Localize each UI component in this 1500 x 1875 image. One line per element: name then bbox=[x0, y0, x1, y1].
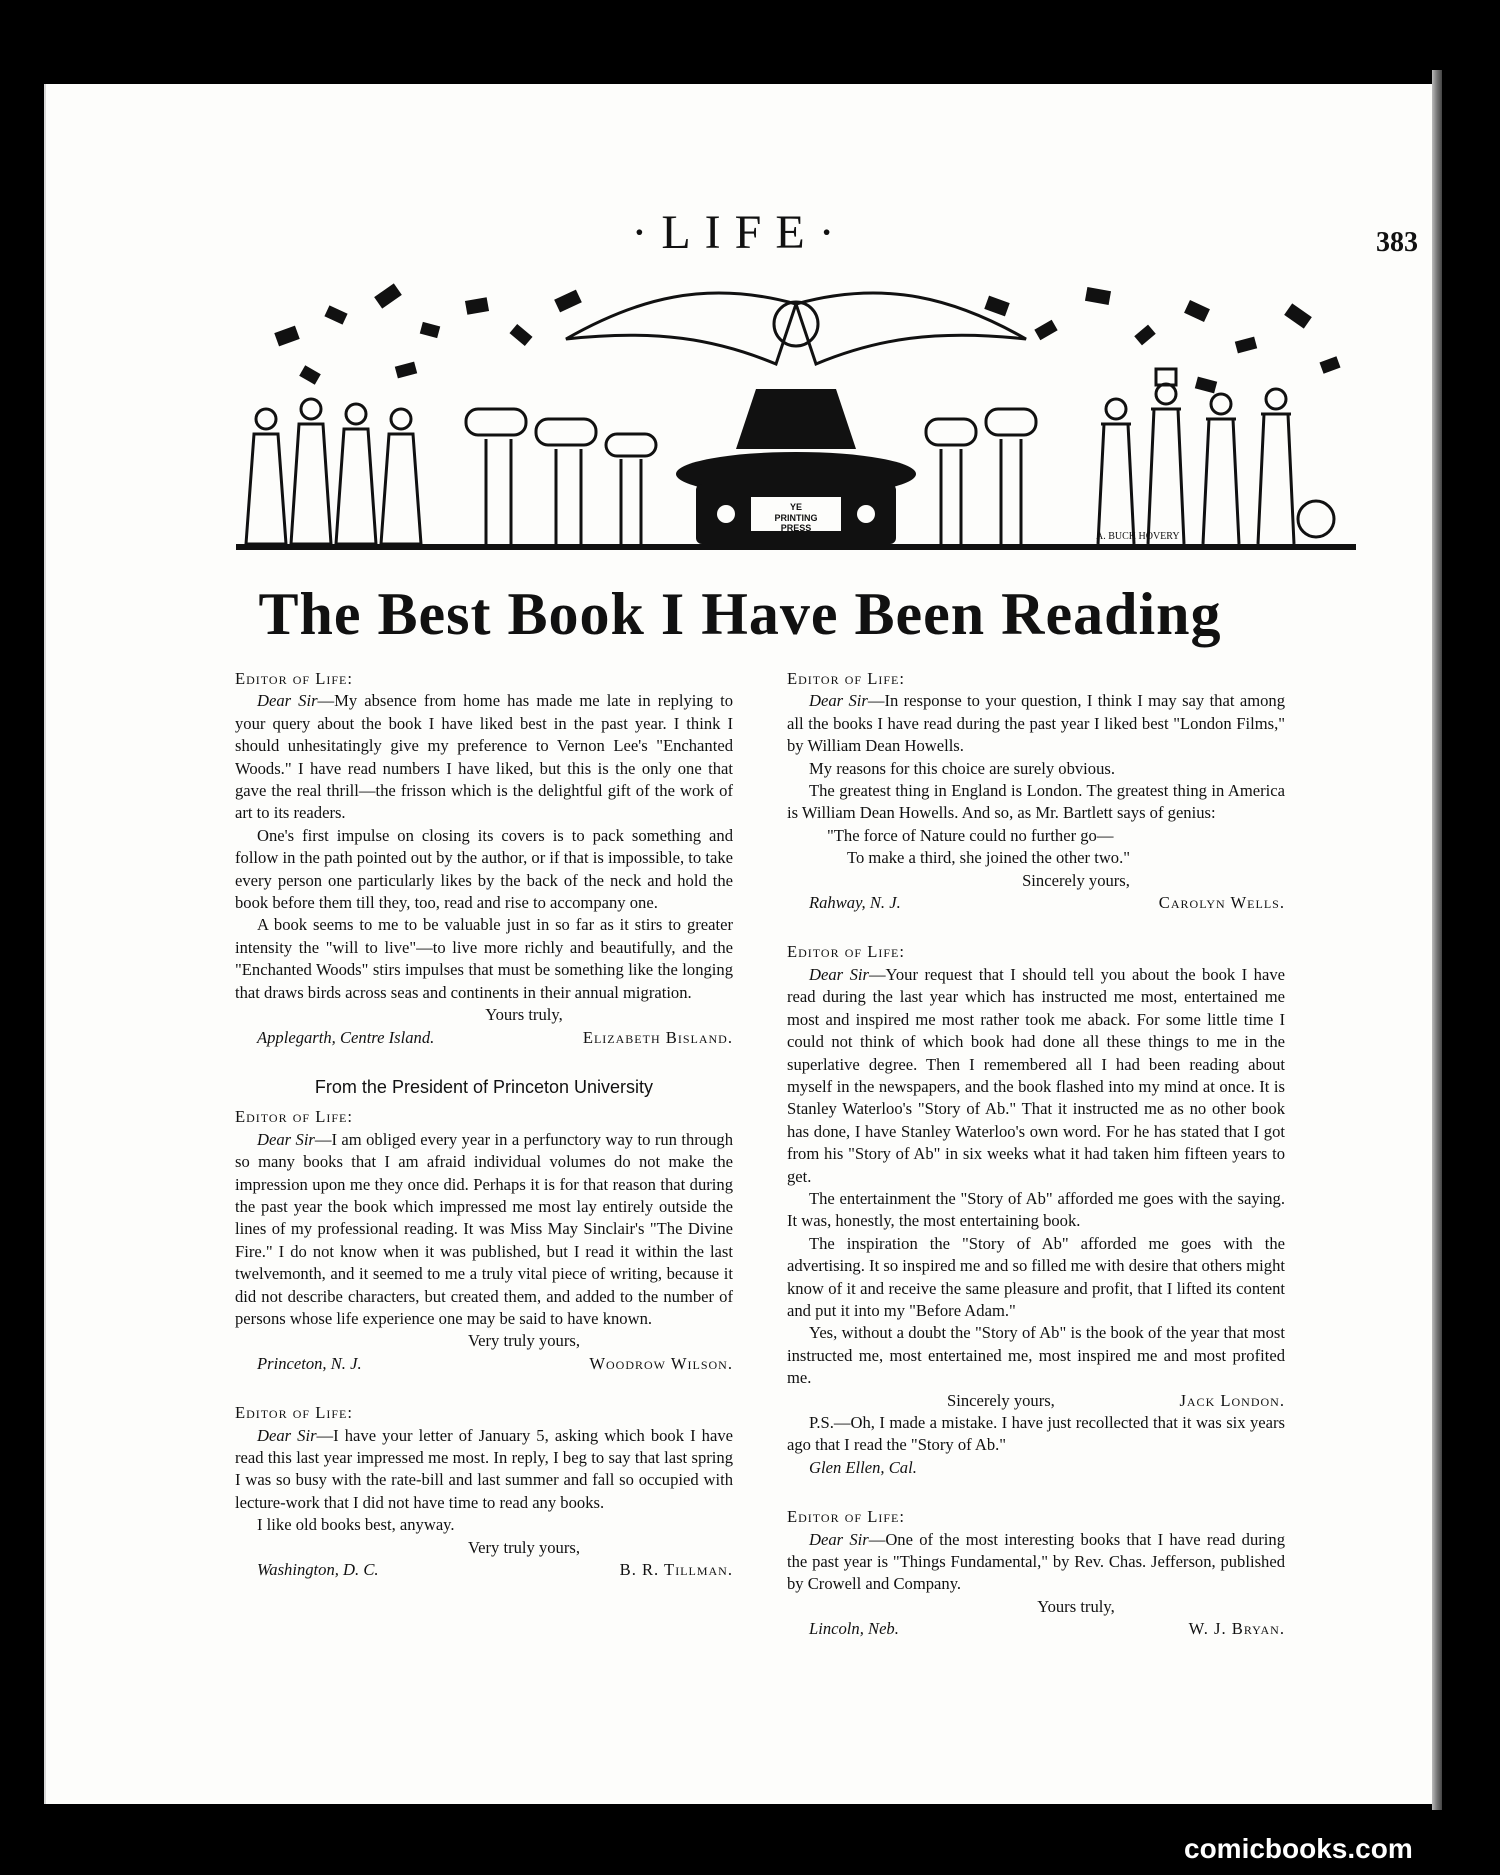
magazine-page bbox=[44, 84, 1434, 1804]
letter-signer: Elizabeth Bisland. bbox=[582, 1027, 733, 1047]
masthead: ·LIFE· bbox=[631, 206, 849, 259]
editor-salutation: Editor of Life: bbox=[787, 1507, 905, 1527]
letter-paragraph: The inspiration the "Story of Ab" afforded me goes with the advertising. It so inspired me and so filled me with desire that others might know of it and receive the same pleasure and profit, that I lifted its content and put it into my "Before Adam." bbox=[787, 1233, 1285, 1320]
right-column bbox=[787, 668, 1285, 1668]
editor-salutation: Editor of Life: bbox=[235, 669, 353, 688]
svg-text:PRESS: PRESS bbox=[780, 523, 812, 533]
letter-signer: B. R. Tillman. bbox=[619, 1560, 733, 1580]
verse-line: To make a third, she joined the other two." bbox=[847, 848, 1131, 868]
signature-line bbox=[787, 892, 1285, 914]
letter-place: Princeton, N. J. bbox=[257, 1353, 362, 1373]
signature-line bbox=[787, 1390, 1285, 1412]
letter-closing: Yours truly, bbox=[1037, 1596, 1115, 1616]
verse-line: "The force of Nature could no further go— bbox=[827, 825, 1114, 845]
letter-signer: Woodrow Wilson. bbox=[589, 1353, 733, 1373]
section-heading: From the President of Princeton University bbox=[314, 1076, 654, 1097]
letter-wells bbox=[787, 668, 1285, 914]
letter-tillman bbox=[235, 1402, 733, 1581]
letter-paragraph: Dear Sir—In response to your question, I think I may say that among all the books I have read during the past year I liked best "London Films," by William Dean Howells. bbox=[787, 691, 1285, 756]
postscript: P.S.—Oh, I made a mistake. I have just recollected that it was six years ago that I read the "Story of Ab." bbox=[787, 1413, 1285, 1455]
letter-closing: Very truly yours, bbox=[468, 1331, 580, 1351]
left-column bbox=[235, 668, 733, 1608]
letter-place: Washington, D. C. bbox=[257, 1560, 379, 1580]
letter-bisland bbox=[235, 668, 733, 1049]
header-illustration bbox=[236, 269, 1356, 569]
signature-line bbox=[787, 1618, 1285, 1640]
editor-salutation: Editor of Life: bbox=[235, 1403, 353, 1423]
letter-london bbox=[787, 941, 1285, 1479]
watermark: comicbooks.com bbox=[1184, 1833, 1413, 1864]
editor-salutation: Editor of Life: bbox=[787, 942, 905, 962]
letter-paragraph: A book seems to me to be valuable just in so far as it stirs to greater intensity the "will to live"—to live more richly and beautifully, and the "Enchanted Woods" stirs impulses that must be something like the longing that draws birds across seas and continents in their annual migration. bbox=[235, 915, 733, 1002]
letter-paragraph: Dear Sir—One of the most interesting books that I have read during the past year is "Things Fundamental," by Rev. Chas. Jefferson, published by Crowell and Company. bbox=[787, 1529, 1286, 1594]
signature-line bbox=[235, 1027, 733, 1049]
svg-text:PRINTING: PRINTING bbox=[774, 513, 818, 523]
letter-closing: Sincerely yours, bbox=[1022, 870, 1130, 890]
artist-signature: A. BUCK HOVERY bbox=[1096, 531, 1180, 542]
letter-place: Rahway, N. J. bbox=[809, 893, 901, 913]
letter-place: Applegarth, Centre Island. bbox=[257, 1027, 435, 1047]
letter-paragraph: Dear Sir—I am obliged every year in a perfunctory way to run through so many books that I am afraid individual volumes do not make the impression upon me they once did. Perhaps it is for that reason that during the past year the book which impressed me most lay entirely outside the lines of my professional reading. It was Miss May Sinclair's "The Divine Fire." I do not know when it was published, but I read it within the last twelvemonth, and it seemed to me a truly vital piece of writing, because it did not describe characters, but created them, and added to the number of persons whose life experience one may be said to have known. bbox=[235, 1129, 733, 1328]
letter-paragraph: Yes, without a doubt the "Story of Ab" is the book of the year that most instructed me, most entertained me, most inspired me and most profited me. bbox=[787, 1323, 1285, 1388]
letter-paragraph: Dear Sir—My absence from home has made me late in replying to your query about the book I have liked best in the past year. I think I should unhesitatingly give my preference to Vernon Lee's "Enchanted Woods." I have read numbers I have liked, but this is the only one that gave the real thrill—the frisson which is the delightful gift of the work of art to its readers. bbox=[235, 691, 733, 823]
letter-paragraph: I like old books best, anyway. bbox=[257, 1515, 455, 1535]
page-number: 383 bbox=[1376, 227, 1418, 258]
headline: The Best Book I Have Been Reading bbox=[258, 581, 1222, 647]
letter-closing: Sincerely yours, bbox=[947, 1390, 1055, 1410]
letter-paragraph: Dear Sir—I have your letter of January 5, asking which book I have read this last year impressed me most. In reply, I beg to say that last spring I was so busy with the rate-bill and last summer and fall so occupied with lecture-work that I did not have time to read any books. bbox=[235, 1425, 733, 1512]
letter-place: Glen Ellen, Cal. bbox=[809, 1457, 917, 1477]
letter-paragraph: My reasons for this choice are surely obvious. bbox=[809, 758, 1115, 778]
letter-place: Lincoln, Neb. bbox=[809, 1619, 899, 1639]
svg-text:YE: YE bbox=[789, 502, 803, 512]
letter-signer: W. J. Bryan. bbox=[1188, 1619, 1285, 1639]
editor-salutation: Editor of Life: bbox=[235, 1107, 353, 1127]
letter-paragraph: One's first impulse on closing its covers is to pack something and follow in the path pointed out by the author, or if that is impossible, to take every person one particularly likes by the back of the neck and hold the book before them till they, too, read and rise to accompany one. bbox=[235, 825, 733, 913]
letter-paragraph: The entertainment the "Story of Ab" afforded me goes with the saying. It was, honestly, the most entertaining book. bbox=[787, 1188, 1285, 1231]
signature-line bbox=[235, 1353, 733, 1375]
letter-wilson bbox=[235, 1076, 733, 1375]
letter-signer: Jack London. bbox=[1179, 1390, 1285, 1410]
letter-closing: Yours truly, bbox=[485, 1005, 563, 1025]
letter-paragraph: The greatest thing in England is London. The greatest thing in America is William Dean Howells. And so, as Mr. Bartlett says of genius: bbox=[787, 781, 1285, 823]
editor-salutation: Editor of Life: bbox=[787, 669, 905, 688]
signature-line bbox=[787, 1457, 1285, 1479]
letter-closing: Very truly yours, bbox=[468, 1537, 580, 1557]
letter-bryan bbox=[787, 1506, 1285, 1640]
signature-line bbox=[235, 1559, 733, 1581]
letter-signer: Carolyn Wells. bbox=[1158, 893, 1285, 913]
page-edge bbox=[1432, 70, 1442, 1810]
letter-paragraph: Dear Sir—Your request that I should tell you about the book I have read during the last year which has instructed me most, entertained me most and inspired me most rather took me aback. For some little time I could not think of which book had done all these things to me in the superlative degree. Then I remembered all I had been reading about myself in the newspapers, and the book flashed into my mind at once. It is Stanley Waterloo's "Story of Ab." That it instructed me as no other book has done, I have Stanley Waterloo's own word. For he has stated that I got from his "Story of Ab" in six weeks what it had taken him fifteen years to get. bbox=[787, 964, 1286, 1186]
